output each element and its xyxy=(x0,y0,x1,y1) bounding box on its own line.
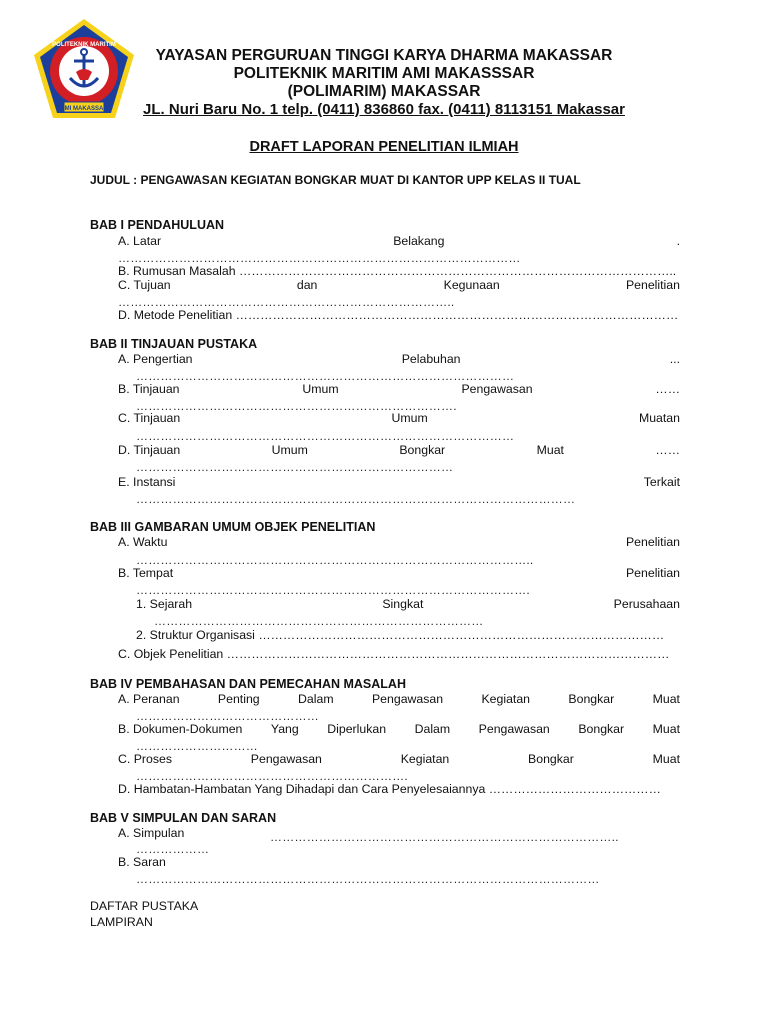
document-title: DRAFT LAPORAN PENELITIAN ILMIAH xyxy=(249,139,519,155)
bab3-item-b1-dots: ……………………………………………………………………… xyxy=(154,615,484,627)
bab3-item-b1: 1. Sejarah Singkat Perusahaan xyxy=(136,597,680,611)
bab5-item-b: B. Saran xyxy=(118,855,166,869)
logo-banner-text: AMI MAKASSAR xyxy=(60,106,108,112)
polimarim-logo xyxy=(30,16,138,124)
bab2-item-d: D. Tinjauan Umum Bongkar Muat …… xyxy=(118,443,680,457)
bab2-item-d-dots: …………………………………………………………………… xyxy=(136,461,454,473)
bab4-heading: BAB IV PEMBAHASAN DAN PEMECAHAN MASALAH xyxy=(90,677,406,691)
bab1-item-a: A. Latar Belakang . xyxy=(118,234,680,248)
bab4-item-b-dots: ………………………… xyxy=(136,740,258,752)
bab3-item-a: A. Waktu Penelitian xyxy=(118,535,680,549)
bab3-item-c: C. Objek Penelitian ……………………………………………………………………………………………… xyxy=(118,647,670,661)
bab4-item-d: D. Hambatan-Hambatan Yang Dihadapi dan Cara Penyelesaiannya …………………………………… xyxy=(118,782,661,796)
bab1-item-c-dots: ……………………………………………………………………….. xyxy=(118,296,455,308)
bab1-item-d: D. Metode Penelitian ……………………………………………………………………………………………… xyxy=(118,308,679,322)
logo-ring-text: POLITEKNIK MARITIM xyxy=(52,42,116,48)
bab2-item-b: B. Tinjauan Umum Pengawasan …… xyxy=(118,382,680,396)
institution-name: POLITEKNIK MARITIM AMI MAKASSSAR xyxy=(233,65,535,82)
bab2-item-c: C. Tinjauan Umum Muatan xyxy=(118,411,680,425)
bab1-item-b: B. Rumusan Masalah …………………………………………………………………………………………….. xyxy=(118,264,677,278)
institution-abbr: (POLIMARIM) MAKASSAR xyxy=(287,83,481,100)
bab2-item-e-dots: ……………………………………………………………………………………………… xyxy=(136,493,576,505)
bab2-item-b-dots: ……………………………………………………………………. xyxy=(136,400,457,412)
bab4-item-a: A. Peranan Penting Dalam Pengawasan Kegiatan Bongkar Muat xyxy=(118,692,680,706)
bab4-item-b: B. Dokumen-Dokumen Yang Diperlukan Dalam Pengawasan Bongkar Muat xyxy=(118,722,680,736)
bab5-heading: BAB V SIMPULAN DAN SARAN xyxy=(90,811,277,825)
bab3-heading: BAB III GAMBARAN UMUM OBJEK PENELITIAN xyxy=(90,520,376,534)
bab3-item-b-dots: ……………………………………………………………………………………. xyxy=(136,584,530,596)
bab1-item-a-dots: ……………………………………………………………………………………… xyxy=(118,252,521,264)
research-title: JUDUL : PENGAWASAN KEGIATAN BONGKAR MUAT DI KANTOR UPP KELAS II TUAL xyxy=(90,173,581,187)
bab2-heading: BAB II TINJAUAN PUSTAKA xyxy=(90,337,258,351)
institution-address: JL. Nuri Baru No. 1 telp. (0411) 836860 fax. (0411) 8113151 Makassar xyxy=(143,101,625,118)
bab4-item-c: C. Proses Pengawasan Kegiatan Bongkar Muat xyxy=(118,752,680,766)
bab5-item-b-dots: …………………………………………………………………………………………………… xyxy=(136,873,600,885)
bab2-item-a-dots: ………………………………………………………………………………… xyxy=(136,370,515,382)
daftar-pustaka: DAFTAR PUSTAKA xyxy=(90,899,199,913)
bab4-item-a-dots: ……………………………………… xyxy=(136,710,319,722)
bab2-item-e: E. Instansi Terkait xyxy=(118,475,680,489)
bab1-item-c: C. Tujuan dan Kegunaan Penelitian xyxy=(118,278,680,292)
foundation-name: YAYASAN PERGURUAN TINGGI KARYA DHARMA MAKASSAR xyxy=(155,47,613,64)
bab3-item-a-dots: …………………………………………………………………………………….. xyxy=(136,554,534,566)
bab4-item-c-dots: …………………………………………………………. xyxy=(136,770,408,782)
bab2-item-c-dots: ………………………………………………………………………………… xyxy=(136,430,515,442)
bab3-item-b2: 2. Struktur Organisasi ……………………………………………………………………………………… xyxy=(136,628,665,642)
bab1-heading: BAB I PENDAHULUAN xyxy=(90,218,225,232)
bab5-item-a-dots2: ……………… xyxy=(136,843,210,855)
bab5-item-a: A. Simpulan xyxy=(118,826,185,840)
bab5-item-a-dots1: ………………………………………………………………………….. xyxy=(270,831,619,843)
bab2-item-a: A. Pengertian Pelabuhan ... xyxy=(118,352,680,366)
lampiran: LAMPIRAN xyxy=(90,915,153,929)
bab3-item-b: B. Tempat Penelitian xyxy=(118,566,680,580)
